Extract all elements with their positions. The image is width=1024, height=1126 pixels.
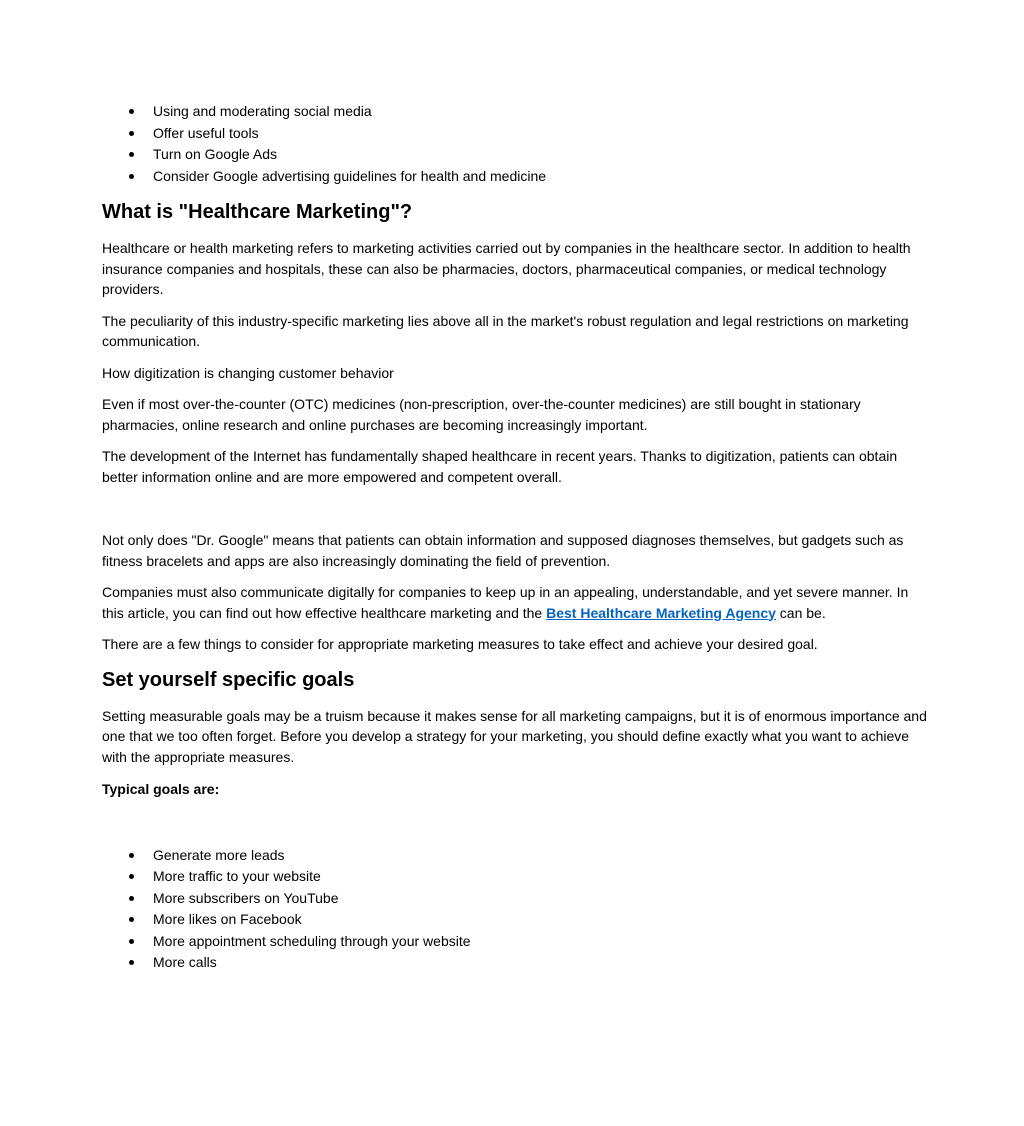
paragraph: There are a few things to consider for appropriate marketing measures to take effect and achieve your desired goal.	[102, 636, 818, 652]
bullet-icon	[129, 152, 134, 157]
list-item: Consider Google advertising guidelines for health and medicine	[102, 166, 932, 188]
list-item: Offer useful tools	[102, 123, 932, 145]
section-heading-specific-goals: Set yourself specific goals	[102, 668, 355, 691]
paragraph: The development of the Internet has fundamentally shaped healthcare in recent years. Thanks to digitization, patients can obtain better information online and are more empowered and competent overall.	[102, 448, 898, 485]
list-item: More appointment scheduling through your website	[102, 931, 932, 953]
bullet-icon	[129, 131, 134, 136]
list-item: Using and moderating social media	[102, 101, 932, 123]
list-item: More traffic to your website	[102, 866, 932, 888]
top-bullet-list	[102, 101, 932, 187]
goals-bullet-list	[102, 845, 932, 974]
bullet-icon	[129, 174, 134, 179]
paragraph: Companies must also communicate digitally for companies to keep up in an appealing, understandable, and yet severe manner. In this article, you can find out how effective healthcare marketing and the Best Healthcare Marketing Agency can be.	[102, 584, 909, 621]
paragraph: How digitization is changing customer behavior	[102, 364, 394, 381]
paragraph: Not only does "Dr. Google" means that patients can obtain information and supposed diagnoses themselves, but gadgets such as fitness bracelets and apps are also increasingly dominating the field of prevention.	[102, 532, 904, 569]
paragraph: Healthcare or health marketing refers to marketing activities carried out by companies in the healthcare sector. In addition to health insurance companies and hospitals, these can also be pharmacies, doctors, pharmaceutical companies, or medical technology providers.	[102, 240, 911, 297]
bullet-icon	[129, 109, 134, 114]
bullet-icon	[129, 896, 134, 901]
list-item: More likes on Facebook	[102, 909, 932, 931]
paragraph: Even if most over-the-counter (OTC) medicines (non-prescription, over-the-counter medicines) are still bought in stationary pharmacies, online research and online purchases are becoming increasingly important.	[102, 396, 861, 433]
paragraph: The peculiarity of this industry-specific marketing lies above all in the market's robust regulation and legal restrictions on marketing communication.	[102, 312, 909, 349]
bullet-icon	[129, 939, 134, 944]
best-healthcare-marketing-agency-link[interactable]: Best Healthcare Marketing Agency	[546, 604, 776, 621]
bullet-icon	[129, 917, 134, 922]
list-item: Generate more leads	[102, 845, 932, 867]
list-item: More subscribers on YouTube	[102, 888, 932, 910]
document-page	[102, 101, 932, 974]
bullet-icon	[129, 874, 134, 879]
bullet-icon	[129, 960, 134, 965]
list-item: More calls	[102, 952, 932, 974]
bullet-icon	[129, 853, 134, 858]
list-item: Turn on Google Ads	[102, 144, 932, 166]
section-heading-healthcare-marketing: What is "Healthcare Marketing"?	[102, 201, 413, 223]
goals-label: Typical goals are:	[102, 781, 220, 797]
paragraph: Setting measurable goals may be a truism because it makes sense for all marketing campaigns, but it is of enormous importance and one that we too often forget. Before you develop a strategy for your marketing, you should define exactly what you want to achieve with the appropriate measures.	[102, 707, 927, 765]
